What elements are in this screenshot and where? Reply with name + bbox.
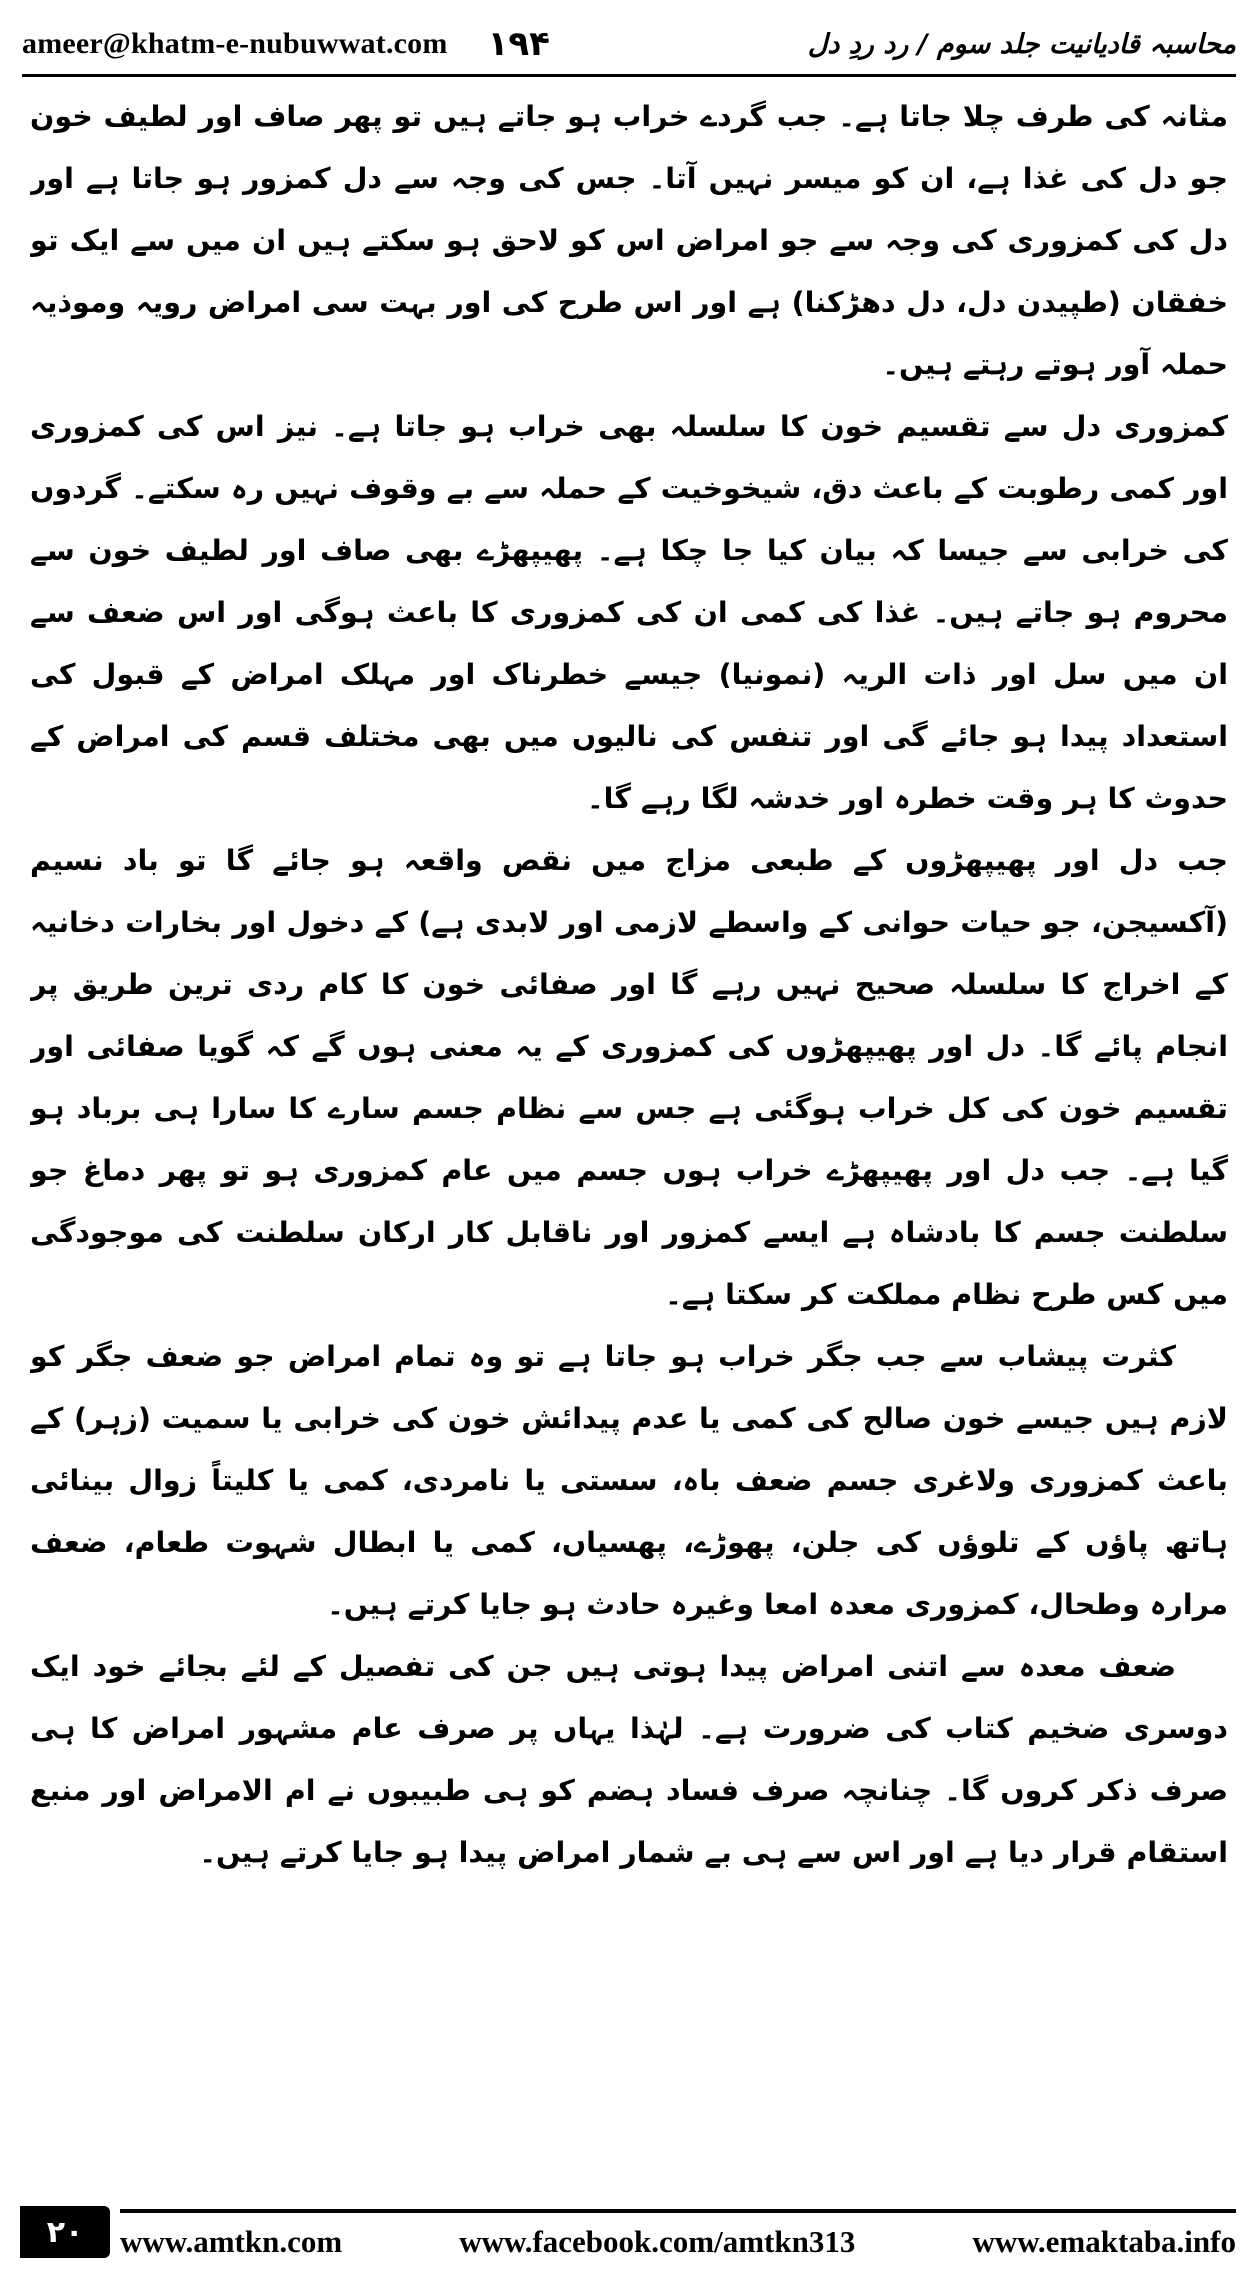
footer-link-emaktaba[interactable]: www.emaktaba.info [972, 2224, 1236, 2259]
footer-page-number: ۲۰ [20, 2206, 110, 2258]
footer-divider [120, 2209, 1236, 2213]
header-left-group [22, 24, 550, 64]
paragraph-1: مثانہ کی طرف چلا جاتا ہے۔ جب گردے خراب ہو جاتے ہیں تو پھر صاف اور لطیف خون جو دل کی غذا ہے، ان کو میسر نہیں آتا۔ جس کی وجہ سے دل کمزور ہو جاتا ہے اور دل کی کمزوری کی وجہ سے جو امراض اس کو لاحق ہو سکتے ہیں ان میں سے ایک تو خفقان (طپیدن دل، دل دھڑکنا) ہے اور اس طرح کی اور بہت سی امراض رویہ وموذیہ حملہ آور ہوتے رہتے ہیں۔ [30, 100, 1228, 381]
footer-links [120, 2218, 1236, 2266]
paragraph-2: کمزوری دل سے تقسیم خون کا سلسلہ بھی خراب ہو جاتا ہے۔ نیز اس کی کمزوری اور کمی رطوبت کے باعث دق، شیخوخیت کے حملہ سے بے وقوف نہیں رہ سکتے۔ گردوں کی خرابی سے جیسا کہ بیان کیا جا چکا ہے۔ پھیپھڑے بھی صاف اور لطیف خون سے محروم ہو جاتے ہیں۔ غذا کی کمی ان کی کمزوری کا باعث ہوگی اور اس ضعف سے ان میں سل اور ذات الریہ (نمونیا) جیسے خطرناک اور مہلک امراض کے قبول کی استعداد پیدا ہو جائے گی اور تنفس کی نالیوں میں بھی مختلف قسم کی امراض کے حدوث کا ہر وقت خطرہ اور خدشہ لگا رہے گا۔ [30, 410, 1228, 815]
header-email: ameer@khatm-e-nubuwwat.com [22, 27, 448, 60]
header-divider [22, 74, 1236, 77]
header-book-title: محاسبہ قادیانیت جلد سوم / رد ردِ دل [807, 28, 1236, 60]
footer-link-amtkn[interactable]: www.amtkn.com [120, 2224, 343, 2259]
header-page-number: ۱۹۴ [487, 24, 550, 64]
paragraph-4: کثرت پیشاب سے جب جگر خراب ہو جاتا ہے تو وہ تمام امراض جو ضعف جگر کو لازم ہیں جیسے خون صالح کی کمی یا عدم پیدائش خون کی خرابی یا سمیت (زہر) کے باعث کمزوری ولاغری جسم ضعف باہ، سستی یا نامردی، کمی یا کلیتاً زوال بینائی ہاتھ پاؤں کے تلوؤں کی جلن، پھوڑے، پھسیاں، کمی یا ابطال شہوت طعام، ضعف مرارہ وطحال، کمزوری معدہ امعا وغیرہ حادث ہو جایا کرتے ہیں۔ [30, 1340, 1228, 1621]
page-body [30, 86, 1228, 2171]
footer-link-facebook[interactable]: www.facebook.com/amtkn313 [459, 2224, 856, 2259]
paragraph-5: ضعف معدہ سے اتنی امراض پیدا ہوتی ہیں جن کی تفصیل کے لئے بجائے خود ایک دوسری ضخیم کتاب کی ضرورت ہے۔ لہٰذا یہاں پر صرف عام مشہور امراض کا ہی صرف ذکر کروں گا۔ چنانچہ صرف فساد ہضم کو ہی طبیبوں نے ام الامراض اور منبع استقام قرار دیا ہے اور اس سے ہی بے شمار امراض پیدا ہو جایا کرتے ہیں۔ [30, 1650, 1228, 1869]
page-header [22, 18, 1236, 70]
paragraph-3: جب دل اور پھیپھڑوں کے طبعی مزاج میں نقص واقعہ ہو جائے گا تو باد نسیم (آکسیجن، جو حیات حوانی کے واسطے لازمی اور لابدی ہے) کے دخول اور بخارات دخانیہ کے اخراج کا سلسلہ صحیح نہیں رہے گا اور صفائی خون کا کام ردی ترین طریق پر انجام پائے گا۔ دل اور پھیپھڑوں کی کمزوری کے یہ معنی ہوں گے کہ گویا صفائی اور تقسیم خون کی کل خراب ہوگئی ہے جس سے نظام جسم سارے کا سارا ہی برباد ہو گیا ہے۔ جب دل اور پھیپھڑے خراب ہوں جسم میں عام کمزوری ہو تو پھر دماغ جو سلطنت جسم کا بادشاہ ہے ایسے کمزور اور ناقابل کار ارکان سلطنت کی موجودگی میں کس طرح نظام مملکت کر سکتا ہے۔ [30, 844, 1228, 1311]
